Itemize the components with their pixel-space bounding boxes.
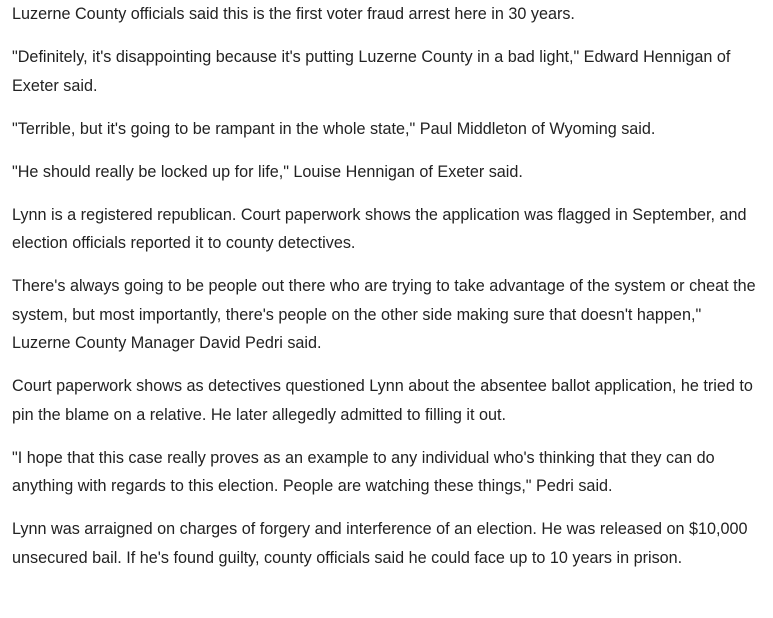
article-body	[12, 0, 764, 587]
paragraph-david-pedri-quote: There's always going to be people out there who are trying to take advantage of the system or cheat the system, but most importantly, there's people on the other side making sure that doesn't happen," Luzerne County Manager David Pedri said.	[12, 277, 756, 352]
paragraph-edward-hennigan-quote: "Definitely, it's disappointing because it's putting Luzerne County in a bad light," Edward Hennigan of Exeter said.	[12, 48, 731, 95]
paragraph-pedri-example-quote: "I hope that this case really proves as an example to any individual who's thinking that they can do anything with regards to this election. People are watching these things," Pedri said.	[12, 448, 715, 495]
paragraph-louise-hennigan-quote: "He should really be locked up for life," Louise Hennigan of Exeter said.	[12, 162, 523, 181]
paragraph-paul-middleton-quote: "Terrible, but it's going to be rampant in the whole state," Paul Middleton of Wyoming said.	[12, 119, 656, 138]
paragraph-arrest-statement: Luzerne County officials said this is the first voter fraud arrest here in 30 years.	[12, 5, 575, 23]
paragraph-application-flagged: Lynn is a registered republican. Court paperwork shows the application was flagged in September, and election officials reported it to county detectives.	[12, 205, 747, 252]
paragraph-detectives-questioned: Court paperwork shows as detectives questioned Lynn about the absentee ballot application, he tried to pin the blame on a relative. He later allegedly admitted to filling it out.	[12, 377, 753, 424]
paragraph-arraignment: Lynn was arraigned on charges of forgery and interference of an election. He was released on $10,000 unsecured bail. If he's found guilty, county officials said he could face up to 10 years in prison.	[12, 520, 748, 567]
